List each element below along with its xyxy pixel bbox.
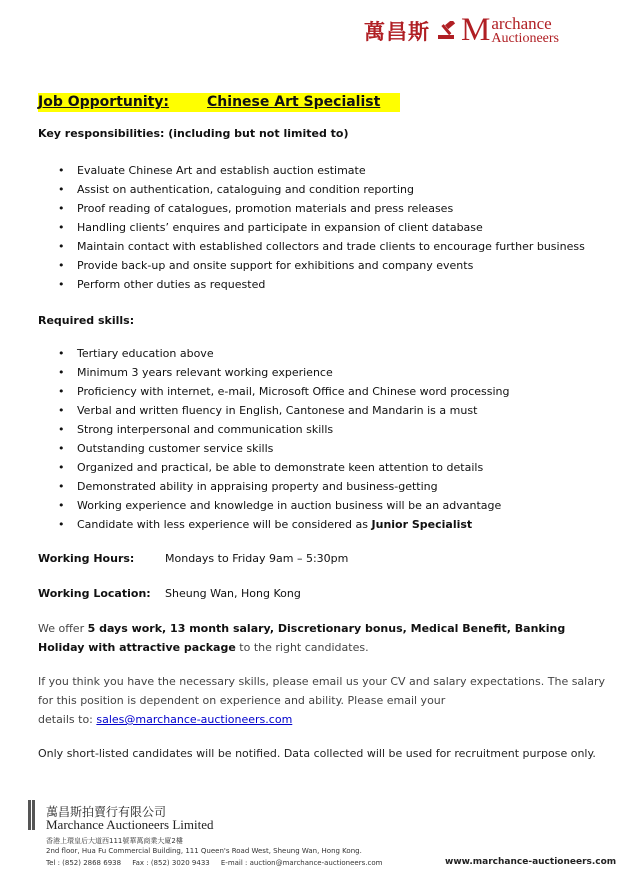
- title-label: Job Opportunity:: [38, 94, 170, 110]
- working-hours-row: [38, 552, 348, 565]
- offer-prefix: We offer: [38, 622, 88, 635]
- company-logo: [364, 14, 559, 47]
- list-item: • Evaluate Chinese Art and establish auction estimate: [58, 161, 585, 180]
- junior-specialist-label: Junior Specialist: [371, 518, 473, 531]
- list-item: • Minimum 3 years relevant working experience: [58, 363, 510, 382]
- junior-prefix: Candidate with less experience will be considered as: [77, 518, 372, 531]
- working-location-row: [38, 587, 301, 600]
- footer-logo-mark: [28, 800, 38, 830]
- footer-company-chinese: 萬昌斯拍賣行有限公司: [46, 805, 167, 819]
- list-item: • Provide back-up and onsite support for exhibitions and company events: [58, 256, 585, 275]
- list-item: • Tertiary education above: [58, 344, 510, 363]
- footer-email: E-mail : auction@marchance-auctioneers.com: [220, 859, 383, 867]
- list-item: • Demonstrated ability in appraising property and business-getting: [58, 477, 510, 496]
- list-item: • Verbal and written fluency in English, Cantonese and Mandarin is a must: [58, 401, 510, 420]
- logo-word-auctioneers: Auctioneers: [491, 30, 559, 46]
- list-item: • Proficiency with internet, e-mail, Microsoft Office and Chinese word processing: [58, 382, 510, 401]
- footer-tel: Tel : (852) 2868 6938: [46, 859, 122, 867]
- list-item: • Perform other duties as requested: [58, 275, 585, 294]
- footer-website: www.marchance-auctioneers.com: [445, 857, 617, 867]
- footer-address-english: 2nd floor, Hua Fu Commercial Building, 111 Queen's Road West, Sheung Wan, Hong Kong.: [46, 847, 362, 855]
- list-item: • Maintain contact with established collectors and trade clients to encourage further business: [58, 237, 585, 256]
- list-item: • Proof reading of catalogues, promotion materials and press releases: [58, 199, 585, 218]
- logo-wordmark: [491, 13, 559, 46]
- list-item: • Working experience and knowledge in auction business will be an advantage: [58, 496, 510, 515]
- working-location-value: Sheung Wan, Hong Kong: [165, 587, 301, 600]
- skills-heading: Required skills:: [38, 314, 135, 327]
- recruitment-notice: Only short-listed candidates will be notified. Data collected will be used for recruitment purpose only.: [38, 747, 596, 760]
- list-item: • Organized and practical, be able to demonstrate keen attention to details: [58, 458, 510, 477]
- working-hours-label: Working Hours:: [38, 552, 135, 565]
- offer-paragraph: [38, 619, 608, 657]
- responsibilities-list: [58, 161, 585, 294]
- title-position: Chinese Art Specialist: [207, 94, 381, 110]
- list-item: • Handling clients’ enquires and participate in expansion of client database: [58, 218, 585, 237]
- list-item: • Strong interpersonal and communication skills: [58, 420, 510, 439]
- list-item: • Assist on authentication, cataloguing and condition reporting: [58, 180, 585, 199]
- email-link[interactable]: sales@marchance-auctioneers.com: [96, 713, 293, 726]
- logo-word-archance: archance: [491, 13, 552, 33]
- offer-suffix: to the right candidates.: [235, 641, 369, 654]
- responsibilities-heading: Key responsibilities: (including but not limited to): [38, 127, 349, 140]
- offer-benefits: 5 days work, 13 month salary, Discretionary bonus, Medical Benefit, Banking Holiday with attractive package: [38, 622, 566, 654]
- apply-paragraph: [38, 672, 608, 729]
- working-location-label: Working Location:: [38, 587, 151, 600]
- logo-m-letter: M: [461, 12, 491, 48]
- apply-details-prefix: details to:: [38, 713, 97, 726]
- logo-chinese-name: 萬昌斯: [364, 18, 430, 44]
- gavel-icon: [436, 21, 458, 41]
- footer-fax: Fax : (852) 3020 9433: [132, 859, 210, 867]
- footer-contact: [46, 859, 382, 867]
- list-item-junior: [58, 515, 510, 534]
- footer-company-english: Marchance Auctioneers Limited: [46, 817, 214, 832]
- apply-text: If you think you have the necessary skills, please email us your CV and salary expectations. The salary for this position is dependent on experience and ability. Please email your: [38, 675, 606, 707]
- page-title: [38, 93, 400, 112]
- list-item: • Outstanding customer service skills: [58, 439, 510, 458]
- skills-list: [58, 344, 510, 534]
- working-hours-value: Mondays to Friday 9am – 5:30pm: [165, 552, 349, 565]
- footer-address-chinese: 香港上環皇后大道西111號華萬商業大廈2樓: [46, 837, 183, 845]
